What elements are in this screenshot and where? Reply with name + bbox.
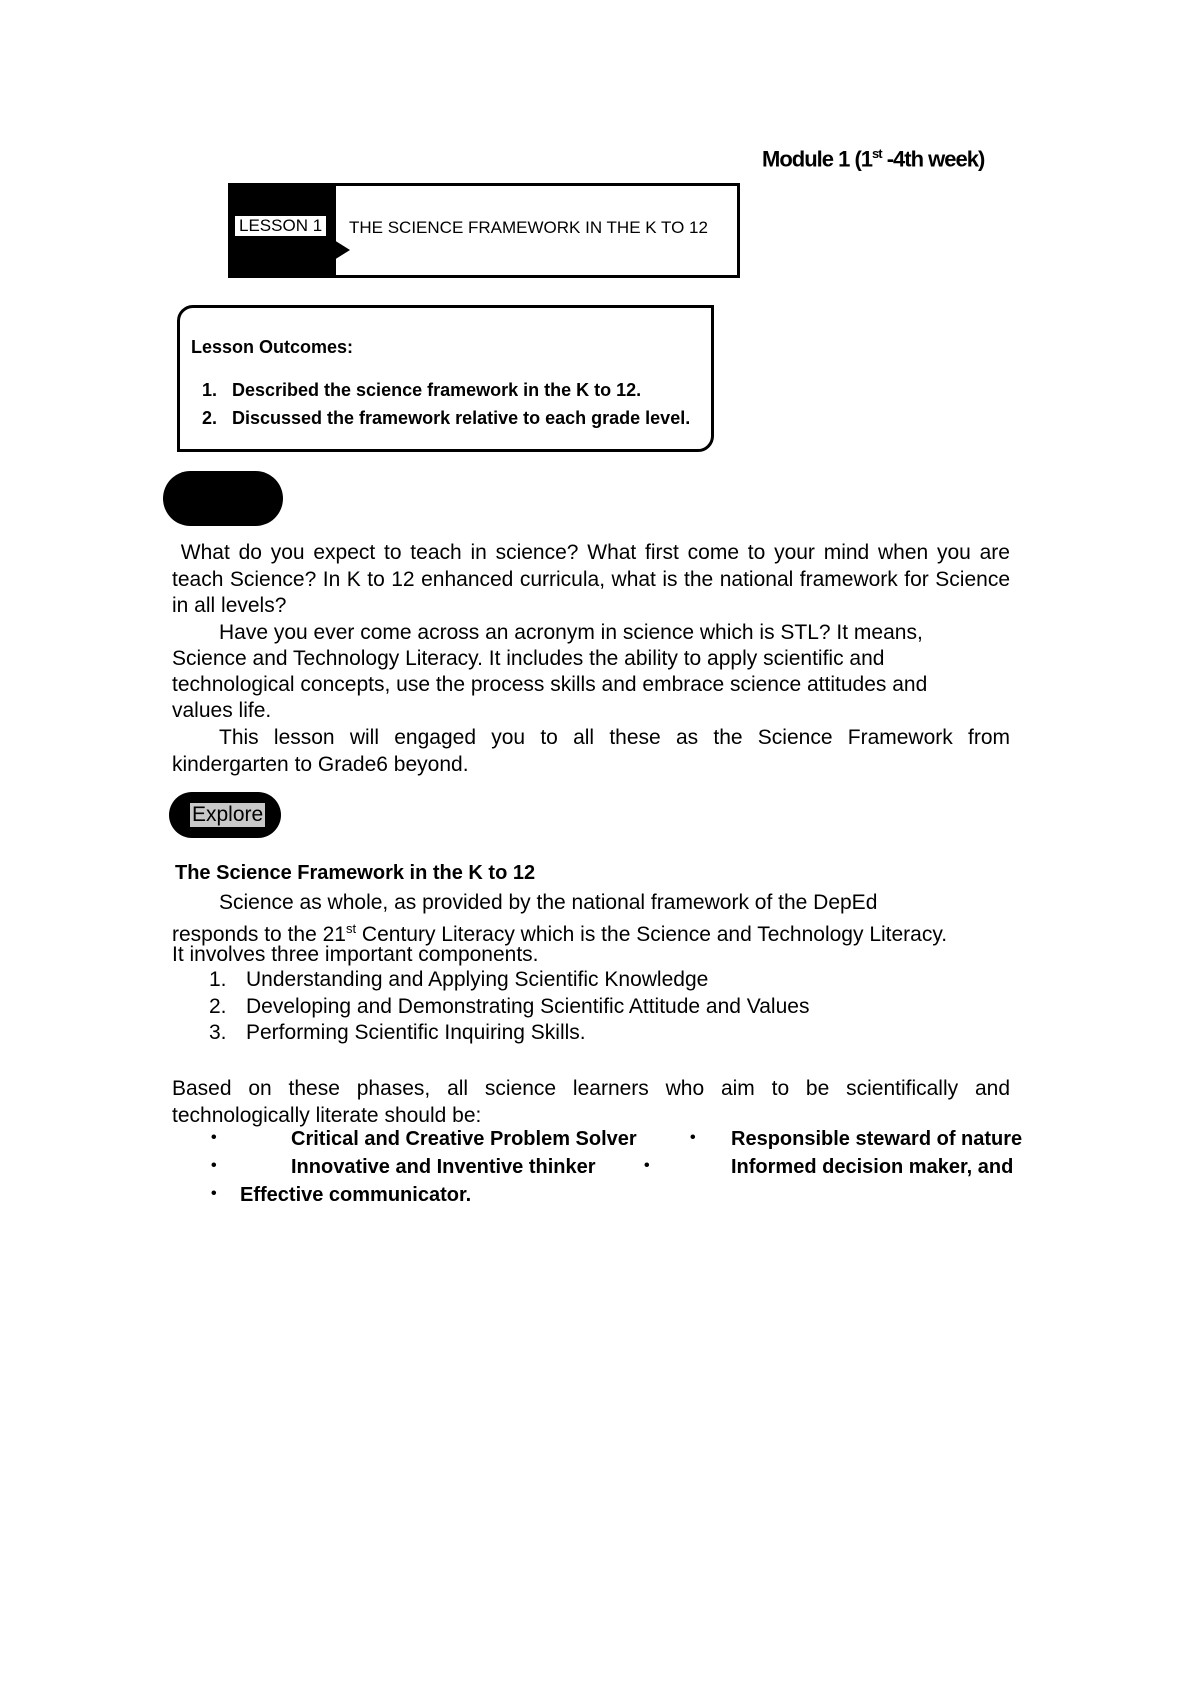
engage-paragraph-3: This lesson will engaged you to all these as the Science Framework from kindergarten to Grade6 beyond. [172, 726, 1010, 776]
outcome-item [202, 408, 690, 429]
engage-paragraph-1: What do you expect to teach in science? What first come to your mind when you are teach Science? In K to 12 enhanced curricula, what is the national framework for Science in all levels? [172, 541, 1010, 617]
module-title [762, 146, 984, 172]
bullet-icon: • [211, 1129, 217, 1146]
outcome-number: 1. [202, 380, 218, 400]
outcome-text: Described the science framework in the K to 12. [232, 380, 642, 400]
trait-item: Informed decision maker, and [731, 1156, 1014, 1178]
component-item: 3. Performing Scientific Inquiring Skills. [209, 1021, 586, 1044]
outcome-text: Discussed the framework relative to each grade level. [232, 408, 691, 428]
section-title: The Science Framework in the K to 12 [175, 862, 536, 884]
explore-intro-line: responds to the 21st Century Literacy which is the Science and Technology Literacy. [172, 921, 948, 946]
engage-paragraph-2-line: Have you ever come across an acronym in science which is STL? It means, [219, 621, 923, 644]
bullet-icon: • [211, 1185, 217, 1202]
bullet-icon: • [690, 1129, 696, 1146]
component-item: 2. Developing and Demonstrating Scientific Attitude and Values [209, 995, 810, 1018]
module-title-prefix: Module 1 (1 [762, 146, 873, 172]
engage-paragraph-2-line: values life. [172, 699, 272, 722]
module-title-suffix: -4th week) [881, 146, 985, 172]
explore-label: Explore [192, 803, 264, 826]
explore-intro-line: It involves three important components. [172, 943, 539, 966]
lesson-title: THE SCIENCE FRAMEWORK IN THE K TO 12 [349, 218, 708, 237]
phases-paragraph: Based on these phases, all science learners who aim to be scientifically and technologically literate should be: [172, 1077, 1010, 1127]
bullet-icon: • [644, 1157, 650, 1174]
trait-item: Critical and Creative Problem Solver [291, 1128, 637, 1150]
engage-paragraph-2-line: Science and Technology Literacy. It includes the ability to apply scientific and [172, 647, 885, 670]
trait-item: Effective communicator. [240, 1184, 472, 1206]
module-title-sup: st [872, 146, 882, 161]
component-item: 1. Understanding and Applying Scientific Knowledge [209, 968, 709, 991]
trait-item: Responsible steward of nature [731, 1128, 1023, 1150]
outcome-item [202, 380, 641, 401]
lesson-outcomes-box [177, 305, 714, 452]
lesson-outcomes-heading: Lesson Outcomes: [191, 337, 354, 357]
engage-paragraph-2-line: technological concepts, use the process skills and embrace science attitudes and [172, 673, 928, 696]
outcome-number: 2. [202, 408, 218, 428]
trait-item: Innovative and Inventive thinker [291, 1156, 596, 1178]
lesson-label: LESSON 1 [235, 216, 326, 236]
explore-intro-line: Science as whole, as provided by the national framework of the DepEd [219, 891, 878, 914]
engage-section-pill [163, 471, 283, 526]
bullet-icon: • [211, 1157, 217, 1174]
lesson-tab-arrow [334, 240, 350, 260]
